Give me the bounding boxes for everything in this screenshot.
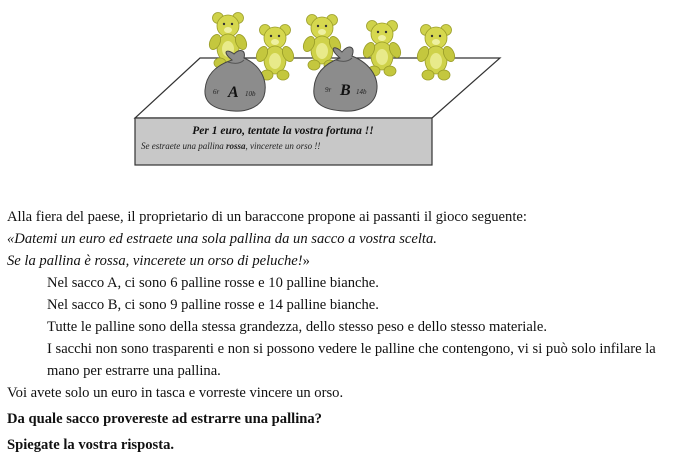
sign-title: Per 1 euro, tentate la vostra fortuna !! <box>192 125 374 137</box>
stand-sign <box>135 118 432 165</box>
quote-line-2-text: Se la pallina è rossa, vincerete un orso di peluche! <box>7 253 303 269</box>
sack-b-red-label: 9r <box>325 86 332 94</box>
sack-a-white-label: 10b <box>245 90 256 98</box>
sack-b-letter: B <box>340 82 351 99</box>
sign-subtitle: Se estraete una pallina rossa, vincerete un orso !! <box>141 141 321 151</box>
quote-close-mark: » <box>302 253 310 269</box>
same-balls-line: Tutte le palline sono della stessa grandezza, dello stesso peso e dello stesso materiale. <box>47 319 547 335</box>
sack-a-red-label: 6r <box>213 88 220 96</box>
sack-b-white-label: 14b <box>356 88 367 96</box>
intro-line: Alla fiera del paese, il proprietario di un baraccone propone ai passanti il gioco seguente: <box>7 209 527 225</box>
problem-text <box>7 206 687 456</box>
sack-a-line: Nel sacco A, ci sono 6 palline rosse e 10 palline bianche. <box>47 275 379 291</box>
quote-line-2 <box>7 250 687 272</box>
fair-stand-illustration <box>0 0 693 200</box>
opaque-sacks-line: I sacchi non sono trasparenti e non si possono vedere le palline che contengono, vi si può solo infilare la mano per estrarre una pallina. <box>47 341 656 379</box>
quote-line-1: «Datemi un euro ed estraete una sola pallina da un sacco a vostra scelta. <box>7 231 437 247</box>
one-euro-line: Voi avete solo un euro in tasca e vorreste vincere un orso. <box>7 385 344 401</box>
question-line: Da quale sacco provereste ad estrarre una pallina? <box>7 411 322 427</box>
sack-b-line: Nel sacco B, ci sono 9 palline rosse e 14 palline bianche. <box>47 297 379 313</box>
sack-a-letter: A <box>228 84 239 101</box>
explain-line: Spiegate la vostra risposta. <box>7 437 175 453</box>
